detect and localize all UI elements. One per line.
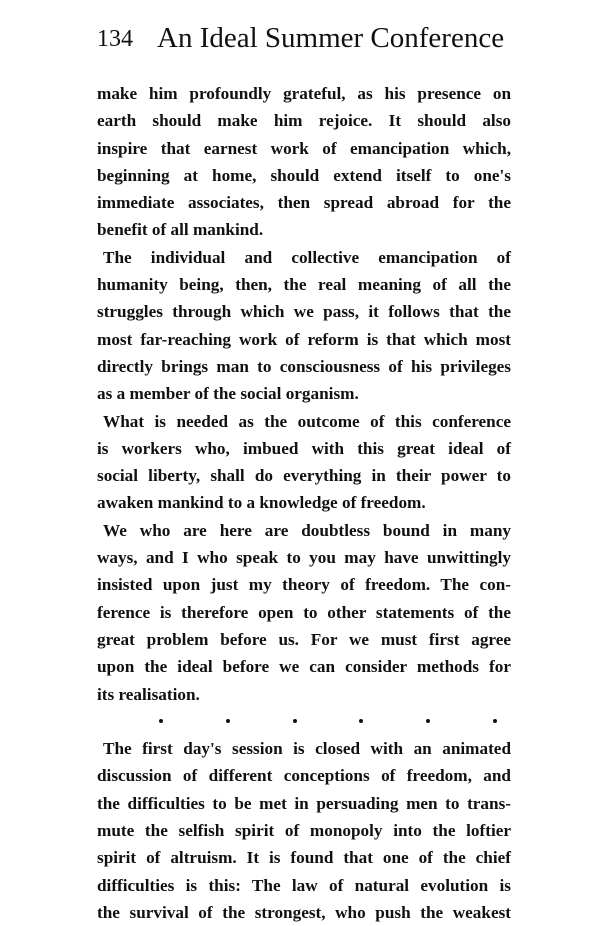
text-line: spirit of altruism. It is found that one of the chief bbox=[97, 848, 511, 868]
text-line: humanity being, then, the real meaning of all the bbox=[97, 275, 511, 295]
text-line: ways, and I who speak to you may have unwittingly bbox=[97, 548, 511, 568]
text-line: great problem before us. For we must first agree bbox=[97, 629, 511, 649]
text-line: awaken mankind to a knowledge of freedom. bbox=[97, 493, 426, 513]
text-line: directly brings man to consciousness of his privileges bbox=[97, 356, 511, 376]
paragraph bbox=[97, 408, 511, 517]
text-line: social liberty, shall do everything in their power to bbox=[97, 466, 511, 486]
text-line: earth should make him rejoice. It should also bbox=[97, 111, 511, 131]
text-line: difficulties is this: The law of natural evolution is bbox=[97, 875, 511, 895]
text-line: most far-reaching work of reform is that which most bbox=[97, 329, 511, 349]
ellipsis-dot bbox=[359, 719, 363, 723]
ellipsis-dot bbox=[426, 719, 430, 723]
page-body bbox=[97, 80, 511, 926]
text-line: its realisation. bbox=[97, 684, 200, 704]
text-line: The first day's session is closed with an animated bbox=[103, 739, 511, 759]
paragraph bbox=[97, 80, 511, 244]
text-line: insisted upon just my theory of freedom. The con- bbox=[97, 575, 511, 595]
ellipsis-dot bbox=[293, 719, 297, 723]
section-break-dots bbox=[97, 708, 511, 735]
text-line: the difficulties to be met in persuading men to trans- bbox=[97, 793, 511, 813]
text-line: struggles through which we pass, it follows that the bbox=[97, 302, 511, 322]
text-line: discussion of different conceptions of freedom, and bbox=[97, 766, 511, 786]
text-line: immediate associates, then spread abroad for the bbox=[97, 193, 511, 213]
running-title: An Ideal Summer Conference bbox=[157, 22, 505, 54]
text-line: ference is therefore open to other statements of the bbox=[97, 602, 511, 622]
paragraph bbox=[97, 735, 511, 926]
text-line: make him profoundly grateful, as his presence on bbox=[97, 84, 511, 103]
text-line: inspire that earnest work of emancipation which, bbox=[97, 138, 511, 158]
paragraph bbox=[97, 517, 511, 708]
text-line: benefit of all mankind. bbox=[97, 220, 264, 240]
text-line: beginning at home, should extend itself to one's bbox=[97, 165, 511, 185]
page-number: 134 bbox=[97, 26, 133, 52]
text-line: mute the selfish spirit of monopoly into the loftier bbox=[97, 821, 511, 841]
paragraph bbox=[97, 244, 511, 408]
text-line: What is needed as the outcome of this conference bbox=[103, 411, 511, 431]
text-line: upon the ideal before we can consider methods for bbox=[97, 657, 511, 677]
text-line: the survival of the strongest, who push the weakest bbox=[97, 902, 511, 922]
text-line: as a member of the social organism. bbox=[97, 384, 359, 404]
ellipsis-dot bbox=[159, 719, 163, 723]
ellipsis-dot bbox=[493, 719, 497, 723]
text-line: is workers who, imbued with this great ideal of bbox=[97, 438, 511, 458]
ellipsis-dot bbox=[226, 719, 230, 723]
running-header bbox=[97, 22, 517, 58]
text-line: We who are here are doubtless bound in many bbox=[103, 520, 511, 540]
text-line: The individual and collective emancipation of bbox=[103, 247, 511, 267]
